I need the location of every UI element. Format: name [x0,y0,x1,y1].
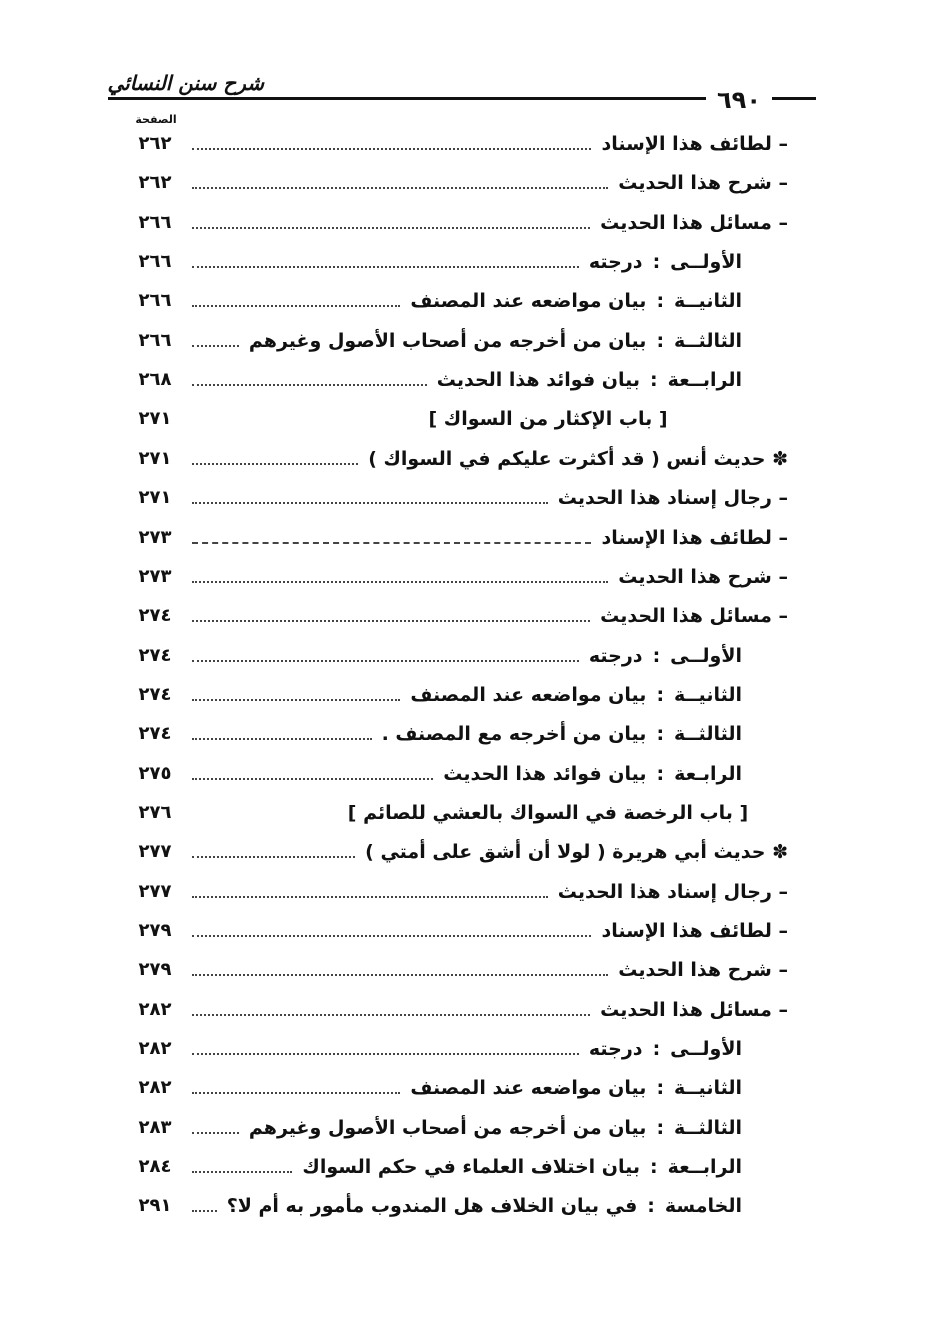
issue-detail: بيان من أخرجه من أصحاب الأصول وغيرهم [248,1117,647,1139]
issue-entry [249,324,742,358]
page-ref: ٢٦٨ [138,369,172,390]
page-ref: ٢٧٥ [138,763,172,784]
page-ref: ٢٦٢ [138,133,172,154]
dot-leader [192,227,590,229]
dot-leader [192,384,427,386]
toc-row [128,560,788,594]
toc-row [128,1189,788,1223]
issue-entry [382,717,742,751]
dot-leader [192,896,548,898]
toc-row [128,914,788,948]
issue-entry [437,363,742,397]
sub-entry: – شرح هذا الحديث [618,172,788,194]
issue-label: الثانيــة [674,1077,742,1099]
toc-row [128,1032,788,1066]
page-ref: ٢٧٤ [138,645,172,666]
issue-entry [410,1071,742,1105]
dot-leader [192,463,358,465]
book-title: شرح سنن النسائي [107,71,264,95]
dot-leader [192,187,608,189]
page-ref: ٢٩١ [138,1195,172,1216]
issue-label: الخامسة [664,1195,742,1217]
toc-row [128,1111,788,1145]
separator-colon: : [656,1077,665,1099]
page-ref: ٢٧٣ [138,566,172,587]
dot-leader [192,1210,217,1212]
chapter-heading: [ باب الإكثار من السواك ] [428,408,668,430]
toc-row [128,993,788,1027]
issue-detail: بيان مواضعه عند المصنف [410,290,647,312]
separator-colon: : [650,1156,658,1178]
separator-colon: : [652,645,661,667]
sub-entry: – رجال إسناد هذا الحديث [557,487,788,509]
toc-row [128,402,788,436]
issue-label: الرابـعة [674,763,742,785]
page-ref: ٢٨٢ [138,1038,172,1059]
page-ref: ٢٦٦ [138,330,172,351]
dot-leader [192,935,591,937]
issue-detail: بيان من أخرجه من أصحاب الأصول وغيرهم [248,330,647,352]
issue-label: الرابــعة [667,1156,742,1178]
issue-entry [410,678,742,712]
issue-detail: بيان من أخرجه مع المصنف . [381,723,647,745]
dot-leader [192,699,400,701]
hadith-entry: ✽ حديث أنس ( قد أكثرت عليكم في السواك ) [368,448,788,470]
dot-leader [192,1092,400,1094]
toc-row [128,166,788,200]
issue-label: الثانيــة [674,684,742,706]
dot-leader [192,1132,239,1134]
page-ref: ٢٧٧ [138,841,172,862]
page-ref: ٢٨٣ [138,1117,172,1138]
issue-detail: بيان مواضعه عند المصنف [410,1077,647,1099]
page-ref: ٢٧٩ [138,959,172,980]
issue-label: الأولــى [670,645,742,667]
dot-leader [192,660,579,662]
page-ref: ٢٧٤ [138,605,172,626]
page-ref: ٢٧١ [138,487,172,508]
page-ref: ٢٧٧ [138,881,172,902]
page-ref: ٢٧٤ [138,684,172,705]
separator-colon: : [656,684,665,706]
toc-row [128,245,788,279]
page-ref: ٢٧٦ [138,802,172,823]
separator-colon: : [656,1117,665,1139]
toc-row [128,481,788,515]
page-ref: ٢٨٢ [138,1077,172,1098]
issue-label: الثالثــة [674,1117,742,1139]
toc-row [128,363,788,397]
sub-entry: – لطائف هذا الإسناد [601,133,788,155]
page-ref: ٢٧١ [138,448,172,469]
toc-row [128,678,788,712]
issue-entry [443,757,742,791]
separator-colon: : [652,1038,661,1060]
dot-leader [192,148,591,150]
issue-entry [410,284,742,318]
toc-row [128,639,788,673]
issue-detail: درجته [588,645,643,667]
issue-label: الثالثــة [674,330,742,352]
issue-detail: درجته [588,1038,643,1060]
dot-leader [192,1171,292,1173]
page-ref: ٢٦٦ [138,212,172,233]
issue-entry [249,1111,742,1145]
dot-leader [192,266,579,268]
separator-colon: : [650,369,658,391]
issue-detail: درجته [588,251,643,273]
issue-detail: بيان مواضعه عند المصنف [410,684,647,706]
issue-entry [227,1189,742,1223]
issue-label: الأولــى [670,251,742,273]
issue-entry [302,1150,742,1184]
sub-entry: – مسائل هذا الحديث [600,212,788,234]
sub-entry: – شرح هذا الحديث [618,959,788,981]
sub-entry: – لطائف هذا الإسناد [601,920,788,942]
issue-detail: بيان فوائد هذا الحديث [436,369,641,391]
issue-entry [589,639,742,673]
issue-entry [589,245,742,279]
issue-label: الرابــعة [667,369,742,391]
dot-leader [192,778,433,780]
dot-leader [192,502,548,504]
toc-row [128,796,788,830]
page-number: ٦٩٠ [717,86,761,114]
page-ref: ٢٦٢ [138,172,172,193]
dot-leader [192,542,591,544]
header-rule-short [772,97,816,100]
toc-row [128,599,788,633]
issue-detail: بيان اختلاف العلماء في حكم السواك [302,1156,641,1178]
page-ref: ٢٦٦ [138,290,172,311]
dot-leader [192,974,608,976]
toc-row [128,953,788,987]
issue-label: الثانيــة [674,290,742,312]
toc-row [128,1071,788,1105]
header-rule [108,97,706,100]
page-ref: ٢٧٤ [138,723,172,744]
dot-leader [192,581,608,583]
sub-entry: – لطائف هذا الإسناد [601,527,788,549]
sub-entry: – مسائل هذا الحديث [600,605,788,627]
separator-colon: : [656,330,665,352]
separator-colon: : [656,763,665,785]
dot-leader [192,620,590,622]
toc-row [128,835,788,869]
toc-row [128,442,788,476]
separator-colon: : [652,251,661,273]
page-ref: ٢٧٣ [138,527,172,548]
issue-detail: في بيان الخلاف هل المندوب مأمور به أم لا؟ [226,1195,638,1217]
toc-row [128,1150,788,1184]
page-ref: ٢٦٦ [138,251,172,272]
toc-row [128,127,788,161]
dot-leader [192,738,372,740]
sub-entry: – مسائل هذا الحديث [600,999,788,1021]
toc-row [128,206,788,240]
toc-row [128,521,788,555]
toc-row [128,324,788,358]
chapter-heading: [ باب الرخصة في السواك بالعشي للصائم ] [347,802,749,824]
toc-row [128,875,788,909]
issue-entry [589,1032,742,1066]
page-ref: ٢٧٩ [138,920,172,941]
toc-row [128,757,788,791]
toc-row [128,717,788,751]
hadith-entry: ✽ حديث أبي هريرة ( لولا أن أشق على أمتي ) [365,841,788,863]
separator-colon: : [656,723,665,745]
page-column-label: الصفحة [135,113,177,126]
toc-row [128,284,788,318]
sub-entry: – شرح هذا الحديث [618,566,788,588]
separator-colon: : [656,290,665,312]
page-ref: ٢٨٤ [138,1156,172,1177]
issue-label: الثالثــة [674,723,742,745]
dot-leader [192,305,400,307]
dot-leader [192,856,355,858]
dot-leader [192,1053,579,1055]
dot-leader [192,345,239,347]
page-ref: ٢٨٢ [138,999,172,1020]
page-ref: ٢٧١ [138,408,172,429]
dot-leader [192,1014,590,1016]
issue-label: الأولــى [670,1038,742,1060]
sub-entry: – رجال إسناد هذا الحديث [557,881,788,903]
separator-colon: : [647,1195,655,1217]
issue-detail: بيان فوائد هذا الحديث [443,763,647,785]
